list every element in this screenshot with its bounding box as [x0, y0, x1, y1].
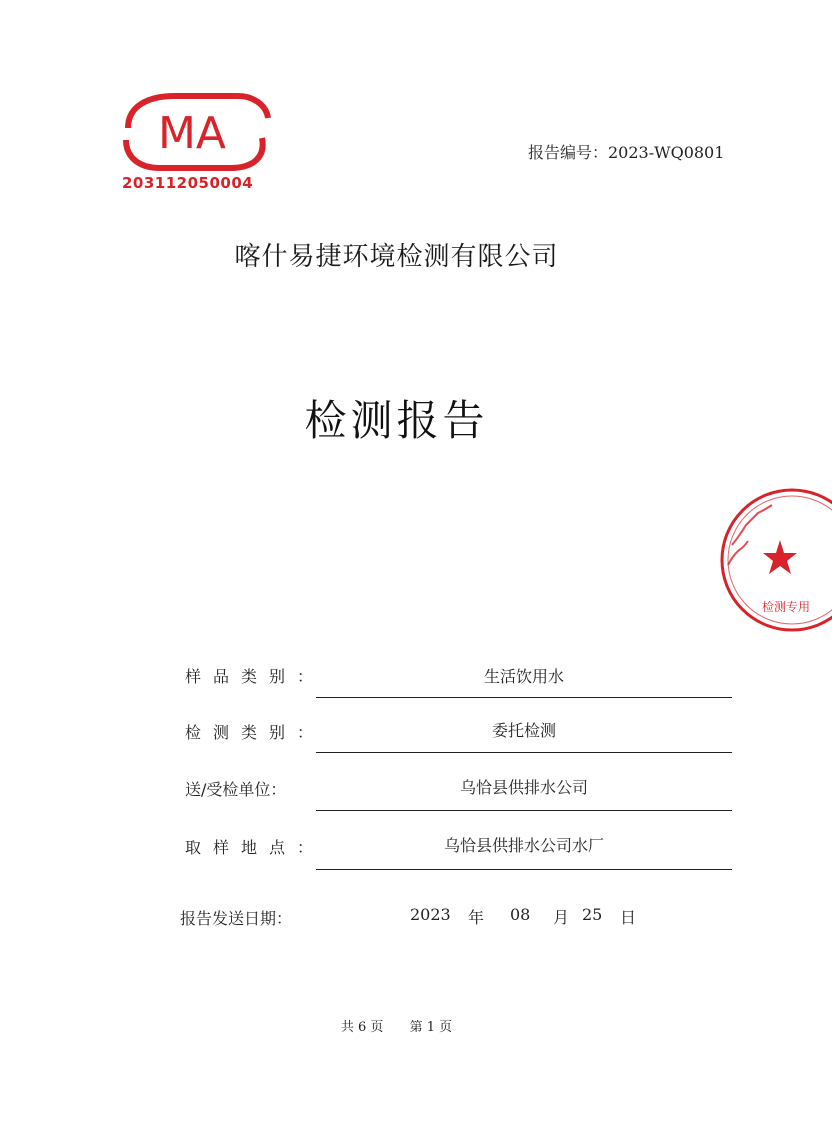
field-value-sample-type: 生活饮用水: [483, 667, 564, 686]
report-date-label: 报告发送日期：: [180, 909, 293, 928]
report-date-year: 2023: [410, 905, 451, 924]
field-underline: [316, 752, 732, 753]
cma-logo: [120, 88, 270, 198]
field-value-client: 乌恰县供排水公司: [459, 778, 588, 797]
field-label-test-type: 检测类别：: [185, 723, 314, 742]
report-date-day: 25: [582, 905, 603, 924]
report-date-year-unit: 年: [468, 908, 485, 927]
current-page: 第 1 页: [409, 1020, 453, 1035]
total-pages: 共 6 页: [340, 1020, 384, 1035]
document-title: 检测报告: [304, 396, 489, 445]
company-name: 喀什易捷环境检测有限公司: [234, 242, 559, 272]
report-number: 报告编号：2023-WQ0801: [528, 143, 725, 162]
ma-mark-icon: [120, 88, 270, 178]
cma-number: 203112050004: [122, 174, 254, 192]
official-seal: [702, 485, 832, 635]
field-label-sampling-site: 取样地点：: [185, 838, 314, 857]
field-label-sample-type: 样品类别：: [185, 667, 314, 686]
report-date-day-unit: 日: [620, 908, 637, 927]
report-date-month-unit: 月: [553, 908, 570, 927]
field-underline: [316, 697, 732, 698]
field-value-sampling-site: 乌恰县供排水公司水厂: [443, 836, 604, 855]
report-date-month: 08: [510, 905, 531, 924]
field-label-client: 送/受检单位：: [185, 780, 287, 799]
field-value-test-type: 委托检测: [491, 721, 556, 740]
field-underline: [316, 810, 732, 811]
red-star-seal-icon: [702, 485, 832, 635]
seal-text: 检测专用: [762, 600, 811, 614]
field-underline: [316, 869, 732, 870]
ma-letters: MA: [157, 108, 227, 159]
page-footer: [0, 1016, 793, 1035]
